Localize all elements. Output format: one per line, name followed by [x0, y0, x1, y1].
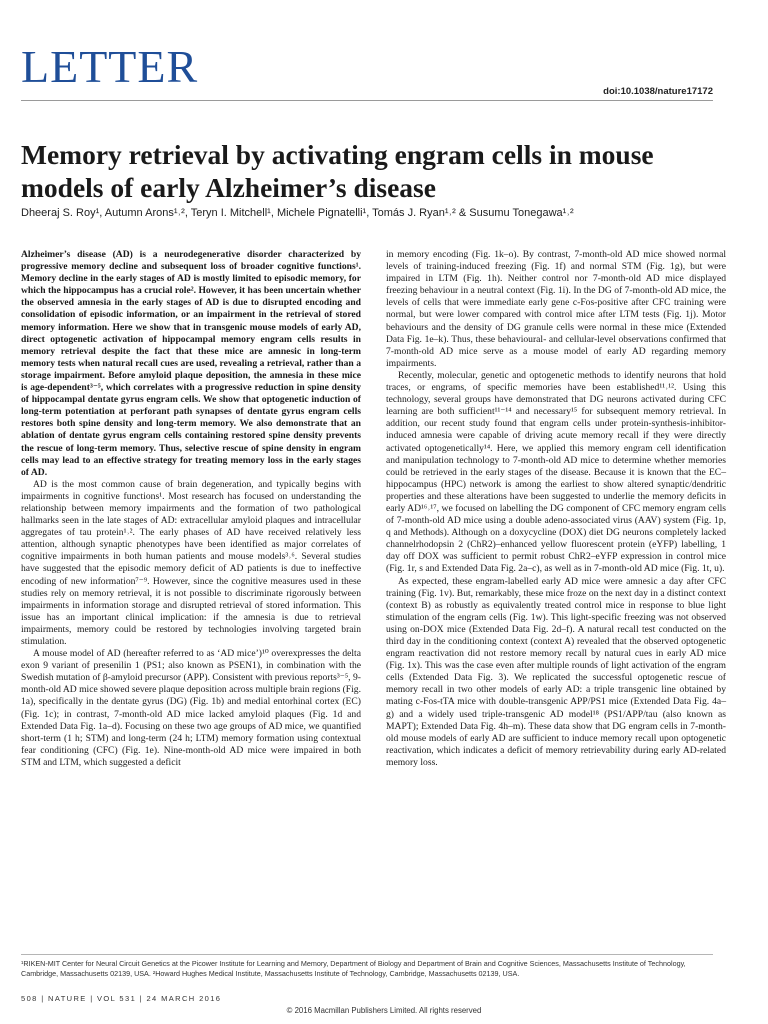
- journal-citation-line: 508 | NATURE | VOL 531 | 24 MARCH 2016: [21, 994, 222, 1003]
- body-paragraph: AD is the most common cause of brain degeneration, and typically begins with impairments in cognitive functions¹. Most research has focused on understanding the relationship between memory impairments and the formation of two pathological hallmarks seen in the late stages of AD: extracellular amyloid plaques and intracellular aggregates of tau protein¹˒². The early phases of AD have received relatively less attention, although synaptic phenotypes have been identified as major correlates of cognitive impairments in both human patients and mouse models³˒⁶. Several studies have suggested that the episodic memory deficit of AD patients is due to ineffective encoding of new information⁷⁻⁹. However, since the cognitive measures used in these studies rely on memory retrieval, it is not possible to discriminate rigorously between impairments in information storage and disrupted retrieval of stored information. This issue has an important clinical implication: if the amnesia is due to retrieval impairments, memory could be restored by technologies involving targeted brain stimulation.: [21, 478, 361, 647]
- body-paragraph: in memory encoding (Fig. 1k–o). By contrast, 7-month-old AD mice showed normal levels of training-induced freezing (Fig. 1f) and normal STM (Fig. 1g), but were impaired in LTM (Fig. 1h). Neither control nor 7-month-old AD mice displayed freezing behaviour in a neutral context (Fig. 1i). In the DG of 7-month-old AD mice, the levels of cells that were immediate early gene c-Fos-positive after CFC training were normal, but were lower compared with control mice after LTM tests (Fig. 1j). Motor behaviours and the density of DG granule cells were normal in these mice (Extended Data Fig. 1e–k). Thus, these behavioural- and cellular-level observations confirmed that 7-month-old AD mice serve as a mouse model of early AD regarding memory impairments.: [386, 249, 726, 369]
- author-list: Dheeraj S. Roy¹, Autumn Arons¹˒², Teryn I. Mitchell¹, Michele Pignatelli¹, Tomás J. Ryan¹˒² & Susumu Tonegawa¹˒²: [21, 207, 574, 219]
- body-paragraph: Recently, molecular, genetic and optogenetic methods to identify neurons that hold traces, or engrams, of specific memories have been established¹¹˒¹². Using this technology, several groups have demonstrated that DG neurons activated during CFC learning are both sufficient¹¹⁻¹⁴ and necessary¹⁵ for subsequent memory retrieval. In addition, our recent study found that engram cells under protein-synthesis-inhibitor-induced amnesia were capable of driving acute memory recall if they were directly activated optogenetically¹⁴. Here, we applied this memory engram cell identification and manipulation technology to 7-month-old AD mice to determine whether memories could be retrieved in the early stages of the disease. Because it is known that the EC–hippocampus (HPC) network is among the earliest to show altered synaptic/dendritic properties and these alterations have been suggested to underlie the memory deficits in early AD¹⁶˒¹⁷, we focused on labelling the DG component of CFC memory engram cells of 7-month-old AD mice using a double adeno-associated virus (AAV) system (Fig. 1p, q and Methods). Although on a doxycycline (DOX) diet DG neurons completely lacked channelrhodopsin 2 (ChR2)–enhanced yellow fluorescent protein (eYFP) labelling, 1 day off DOX was sufficient to permit robust ChR2–eYFP expression in control mice (Fig. 1r, s and Extended Data Fig. 2a–c), as well as in 7-month-old AD mice (Fig. 1t, u).: [386, 369, 726, 575]
- body-paragraph: A mouse model of AD (hereafter referred to as ‘AD mice’)¹⁰ overexpresses the delta exon 9 variant of presenilin 1 (PS1; also known as PSEN1), in combination with the Swedish mutation of β-amyloid precursor (APP). Consistent with previous reports³⁻⁵, 9-month-old AD mice showed severe plaque deposition across multiple brain regions (Fig. 1a), specifically in the dentate gyrus (DG) (Fig. 1b) and medial entorhinal cortex (EC) (Fig. 1c); in contrast, 7-month-old AD mice lacked amyloid plaques (Fig. 1d and Extended Data Fig. 1a–d). Focusing on these two age groups of AD mice, we quantified short-term (1 h; STM) and long-term (24 h; LTM) memory formation using contextual fear conditioning (CFC) (Fig. 1e). Nine-month-old AD mice were impaired in both STM and LTM, which suggested a deficit: [21, 648, 361, 768]
- article-title: Memory retrieval by activating engram cells in mouse models of early Alzheimer’s disease: [21, 139, 654, 203]
- doi-label[interactable]: doi:10.1038/nature17172: [603, 86, 713, 97]
- right-column: [386, 249, 726, 769]
- left-column: [21, 249, 361, 769]
- footnote-divider: [21, 954, 713, 955]
- header-divider: [21, 100, 713, 101]
- abstract-paragraph: Alzheimer’s disease (AD) is a neurodegenerative disorder characterized by progressive memory decline and subsequent loss of broader cognitive functions¹. Memory decline in the early stages of AD is mostly limited to episodic memory, for which the hippocampus has a crucial role². However, it has been uncertain whether the observed amnesia in the early stages of AD is due to disrupted encoding and consolidation of episodic information, or an impairment in the retrieval of stored memory information. Here we show that in transgenic mouse models of early AD, direct optogenetic activation of hippocampal memory engram cells results in memory retrieval despite the fact that these mice are amnesic in long-term memory tests when natural recall cues are used, revealing a retrieval, rather than a storage impairment. Before amyloid plaque deposition, the amnesia in these mice is age-dependent³⁻⁵, which correlates with a progressive reduction in spine density of hippocampal dentate gyrus engram cells. We show that optogenetic induction of long-term potentiation at perforant path synapses of dentate gyrus engram cells restores both spine density and long-term memory. We also demonstrate that an ablation of dentate gyrus engram cells containing restored spine density prevents the rescue of long-term memory. Thus, selective rescue of spine density in engram cells may lead to an effective strategy for treating memory loss in the early stages of AD.: [21, 249, 361, 478]
- affiliations-footnote: ¹RIKEN-MIT Center for Neural Circuit Genetics at the Picower Institute for Learning and Memory, Department of Biology and Department of Brain and Cognitive Sciences, Massachusetts Institute of Technology, Cambridge, Massachusetts 02139, USA. ²Howard Hughes Medical Institute, Massachusetts Institute of Technology, Cambridge, Massachusetts 02139, USA.: [21, 959, 686, 978]
- body-paragraph: As expected, these engram-labelled early AD mice were amnesic a day after CFC training (Fig. 1v). But, remarkably, these mice froze on the next day in a distinct context (context B) as robustly as equivalently treated control mice in response to blue light stimulation of the engram cells (Fig. 1w). This light-specific freezing was not observed using on-DOX mice (Extended Data Fig. 2d–f). A natural recall test conducted on the third day in the conditioning context (context A) revealed that the observed optogenetic engram reactivation did not restore memory recall by natural cues in early AD mice (Fig. 1x). This was the case even after multiple rounds of light activation of the engram cells (Extended Data Fig. 3). We replicated the successful optogenetic rescue of memory recall in two other models of early AD: a triple transgenic line obtained by mating c-Fos-tTA mice with double-transgenic APP/PS1 mice (Extended Data Fig. 4a–g) and a widely used triple-transgenic AD model¹⁸ (PS1/APP/tau (also known as MAPT); Extended Data Fig. 4h–m). These data show that DG engram cells in 7-month-old mouse models of early AD are sufficient to induce memory recall upon optogenetic reactivation, which indicates a deficit of memory retrievability during early AD-related memory loss.: [386, 575, 726, 768]
- copyright-notice: © 2016 Macmillan Publishers Limited. All rights reserved: [286, 1006, 482, 1015]
- section-kicker: LETTER: [21, 41, 199, 92]
